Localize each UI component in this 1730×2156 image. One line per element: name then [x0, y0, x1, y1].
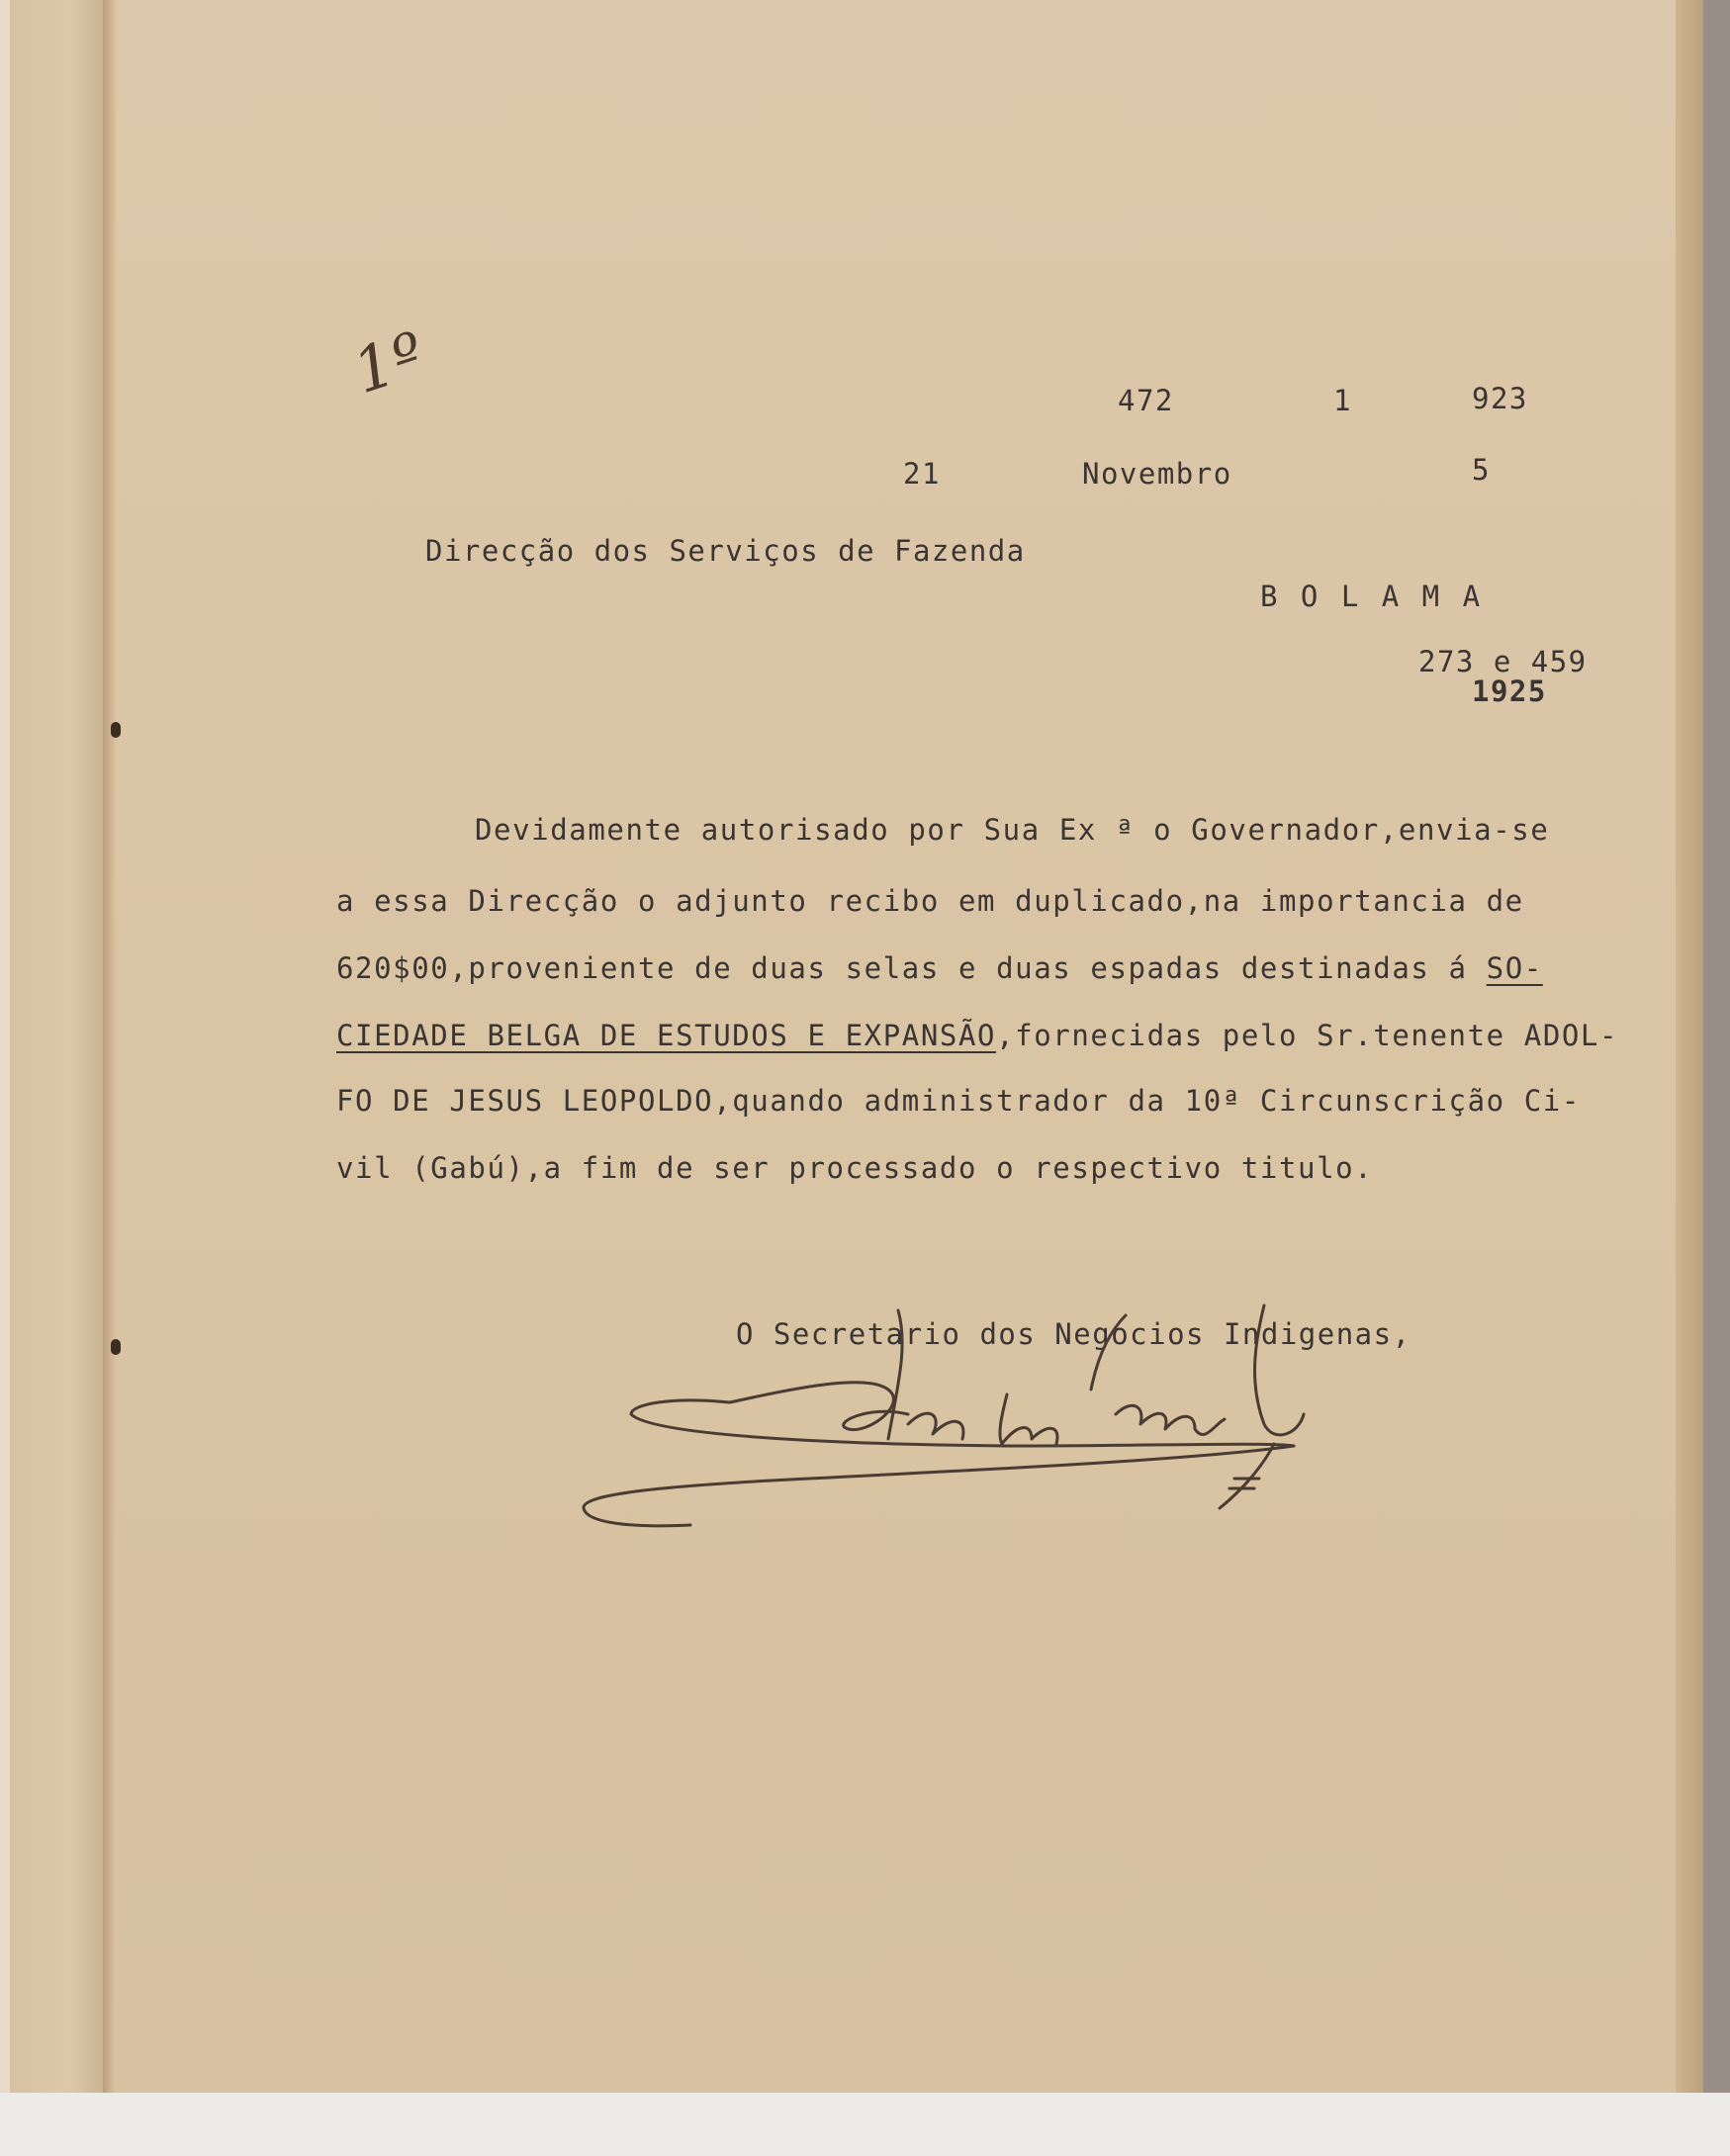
location: B O L A M A: [1260, 580, 1484, 613]
reference-number: 472: [1118, 384, 1174, 417]
body-line-1: Devidamente autorisado por Sua Ex ª o Governador,envia-se: [475, 813, 1550, 847]
society-name-start: SO-: [1486, 951, 1543, 985]
handwritten-signature: [117, 0, 1676, 2093]
book-cover-edge: [1703, 0, 1730, 2093]
series-number: 1: [1333, 384, 1352, 417]
document-page: [117, 0, 1676, 2093]
book-gutter: [103, 0, 117, 2093]
addressee: Direcção dos Serviços de Fazenda: [425, 534, 1026, 568]
scanner-bed: [0, 2093, 1730, 2156]
left-facing-page: [0, 0, 105, 2093]
year-code: 923: [1472, 382, 1528, 415]
binding-stitch: [111, 722, 121, 738]
date-month: Novembro: [1082, 457, 1232, 491]
handwritten-mark: 1º: [344, 316, 435, 408]
binding-stitch: [111, 1339, 121, 1355]
file-reference-year: 1925: [1472, 674, 1547, 708]
page-edge: [1676, 0, 1703, 2093]
body-line-6: vil (Gabú),a fim de ser processado o respectivo titulo.: [336, 1151, 1374, 1185]
body-line-5: FO DE JESUS LEOPOLDO,quando administrador da 10ª Circunscrição Ci-: [336, 1084, 1581, 1118]
date-day: 21: [903, 457, 941, 491]
date-year-suffix: 5: [1472, 453, 1491, 487]
body-line-2: a essa Direcção o adjunto recibo em duplicado,na importancia de: [336, 884, 1524, 918]
body-line-3-text: 620$00,proveniente de duas selas e duas espadas destinadas á: [336, 951, 1487, 985]
body-line-4-text: ,fornecidas pelo Sr.tenente ADOL-: [996, 1019, 1619, 1052]
file-reference-numbers: 273 e 459: [1418, 645, 1588, 678]
society-name: CIEDADE BELGA DE ESTUDOS E EXPANSÃO: [336, 1019, 997, 1052]
signatory-title: O Secretario dos Negocios Indigenas,: [736, 1317, 1411, 1351]
